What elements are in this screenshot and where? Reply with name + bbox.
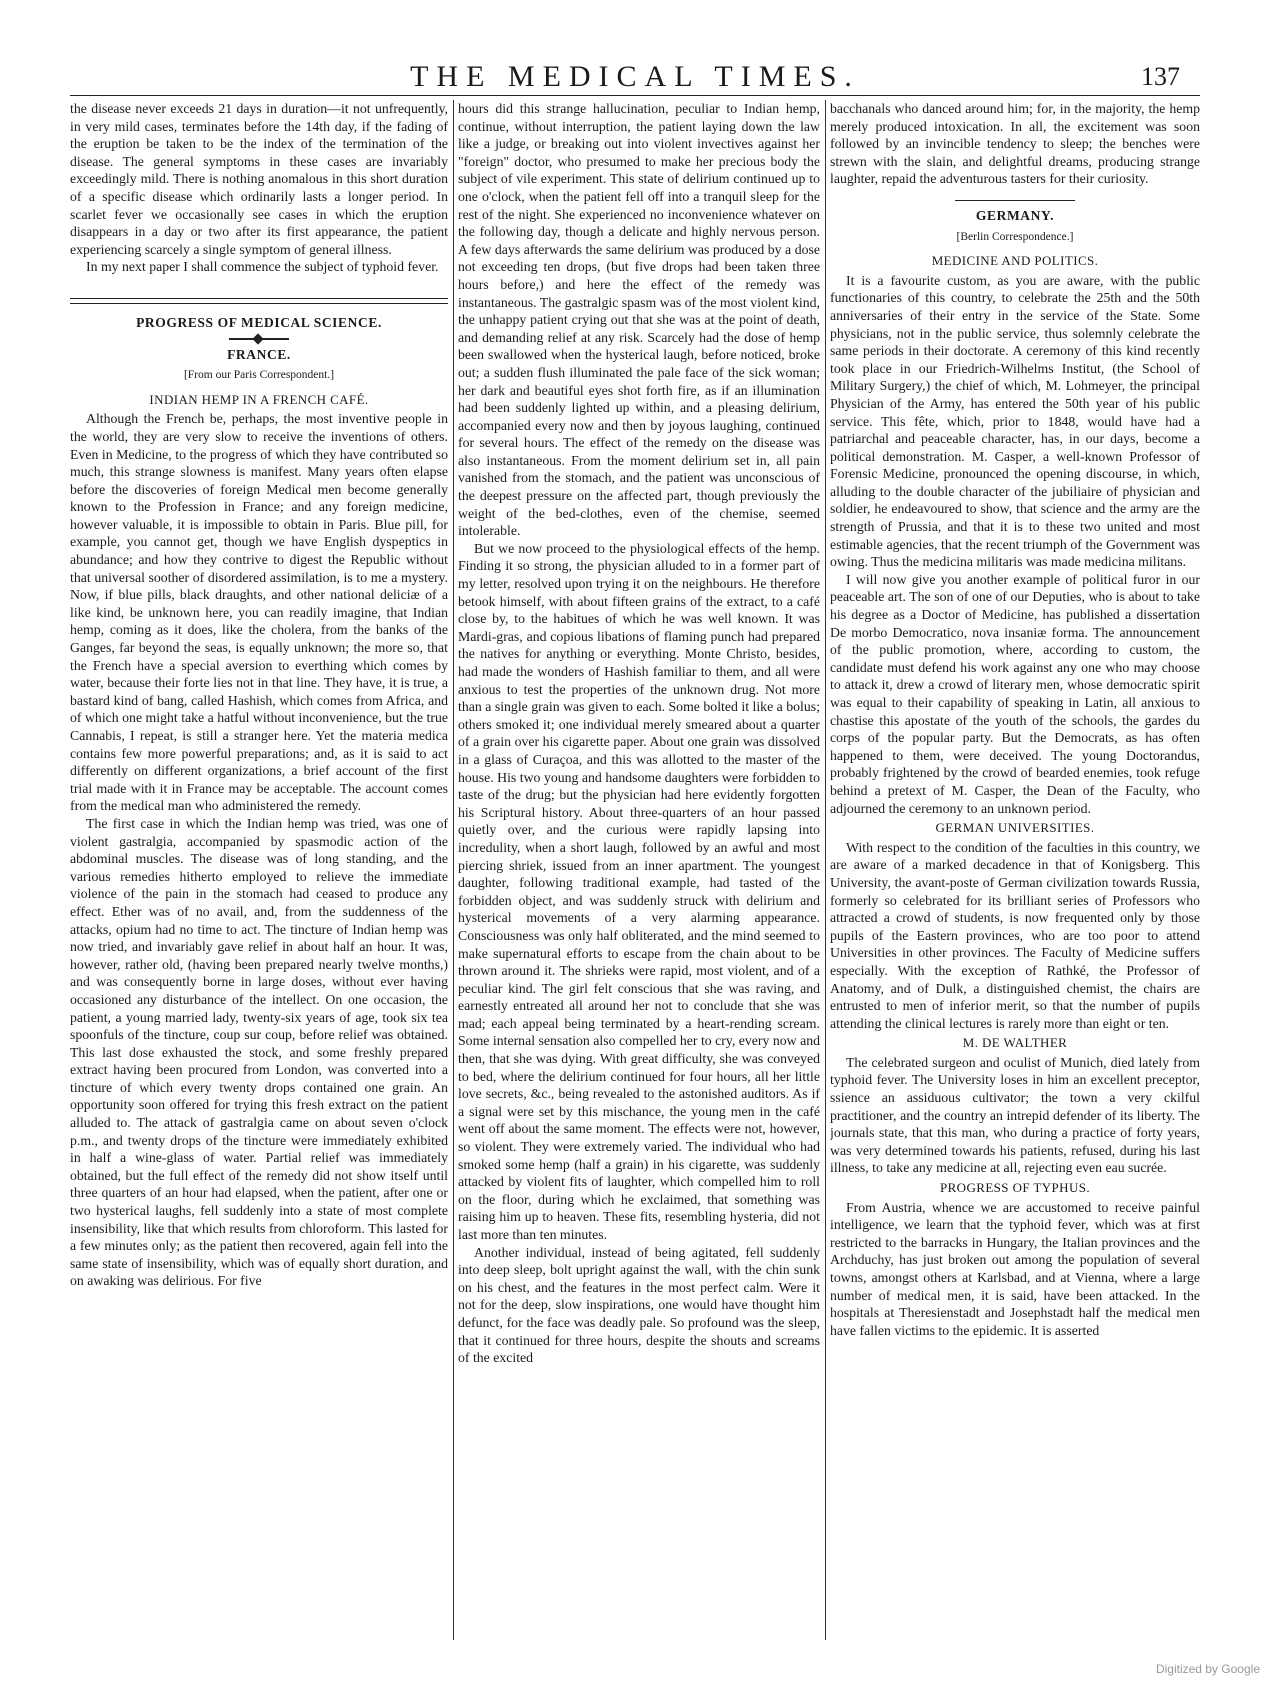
column-divider — [825, 100, 826, 1640]
correspondent-line: [Berlin Correspondence.] — [956, 230, 1074, 243]
digitization-credit: Digitized by Google — [1155, 1662, 1260, 1676]
column-3 — [830, 100, 1200, 1640]
paragraph: From Austria, whence we are accustomed to receive painful intelligence, we learn that the typhoid fever, which was at first restricted to the barracks in Hungary, the Italian provinces and the Archduchy, has just broken out among the population of several towns, amongst others at Karlsbad, and at Vienna, where a large number of medical men, it is said, have been attacked. In the hospitals at Theresienstadt and Josephstadt half the medical men have fallen victims to the epidemic. It is asserted — [830, 1199, 1200, 1338]
section-divider — [955, 200, 1075, 201]
column-1 — [70, 100, 448, 1640]
paragraph: bacchanals who danced around him; for, in the majority, the hemp merely produced intoxication. In all, the excitement was soon followed by an invincible tendency to sleep; the benches were strewn with the slain, and delightful dreams, producing strange laughter, repaid the adventurous tasters for their curiosity. — [830, 101, 1200, 187]
header-rule — [70, 95, 1200, 96]
article-title: GERMAN UNIVERSITIES. — [935, 820, 1095, 836]
article-title: MEDICINE AND POLITICS. — [931, 253, 1099, 269]
paragraph: The celebrated surgeon and oculist of Munich, died lately from typhoid fever. The University loses in him an excellent preceptor, ssience an assiduous cultivator; the town a very ckilful practitioner, and the country an intrepid defender of its liberty. The journals state, that this man, who during a practice of forty years, was very determined towards his patients, refused, during his last illness, to take any medicine at all, rejecting even eau sucrée. — [830, 1054, 1200, 1176]
column-2 — [458, 100, 820, 1640]
ornament-rule — [229, 338, 289, 340]
correspondent-line: [From our Paris Correspondent.] — [183, 369, 335, 382]
article-title: M. DE WALTHER — [962, 1035, 1068, 1051]
paragraph: Another individual, instead of being agitated, fell suddenly into deep sleep, bolt upright against the wall, with the chin sunk on his chest, and the features in the most perfect calm. Were it not for the deep, slow inspirations, one would have thought him defunct, for the face was deadly pale. So profound was the sleep, that it continued for three hours, despite the shouts and screams of the excited — [458, 1244, 820, 1366]
paragraph: It is a favourite custom, as you are aware, with the public functionaries of this country, to celebrate the 25th and the 50th anniversaries of their entry in the service of the State. Some physicians, not in the public service, thus solemnly celebrate the same periods in their doctorate. A ceremony of this kind recently took place in our Friedrich-Wilhelms Institut, (the School of Military Surgery,) the chief of which, M. Lohmeyer, the principal Physician of the Army, has entered the 50th year of his public service. This fête, which, prior to 1848, would have had a patriarchal and peaceable character, has, in our days, become a political demonstration. M. Casper, a well-known Professor of Forensic Medicine, pronounced the opening discourse, in which, alluding to the double character of the jubiliaire of physician and soldier, he endeavoured to show, that science and the army are the strength of Prussia, and that it is to these two united and most estimable agencies, that the recent triumph of the Government was owing. Thus the medicina militaris was made medicina militans. — [830, 272, 1200, 570]
paragraph: hours did this strange hallucination, peculiar to Indian hemp, continue, without interruption, the patient laying down the law like a judge, or breaking out into violent invectives against her "foreign" doctor, who presumed to make her precious body the subject of vile experiment. This state of delirium continued up to one o'clock, when the patient fell off into a tranquil sleep for the rest of the night. She experienced no inconvenience whatever on the following day, though a delicate and highly nervous person. A few days afterwards the same delirium was produced by a dose not exceeding ten drops, (but five drops had been taken three hours before,) and here the effect of the remedy was instantaneous. The gastralgic spasm was of the most violent kind, the unhappy patient crying out that she was at the point of death, and demanding relief at any risk. Scarcely had the dose of hemp been swallowed when the hysterical laugh, before noticed, broke out; a sudden flush illuminated the pale face of the sick woman; her dark and beautiful eyes shot forth fire, as if an illumination had been suddenly lighted up within, and a pleasing delirium, accompanied every now and then by joyous laughing, continued for several hours. The effect of the remedy on the disease was also instantaneous. From the moment delirium set in, all pain vanished from the stomach, and the patient was unconscious of the deepest pressure on the affected part, though previously the weight of the bed-clothes, even of the chemise, seemed intolerable. — [458, 101, 820, 539]
country-heading: GERMANY. — [975, 207, 1055, 223]
paragraph: I will now give you another example of political furor in our peaceable art. The son of one of our Deputies, who is about to take his degree as a Doctor of Medicine, has published a dissertation De morbo Democratico, nova insaniæ forma. The announcement of the public promotion, where, according to custom, the candidate must defend his work against any one who may choose to attack it, drew a crowd of literary men, whose democratic spirit was equal to their capability of speaking in Latin, all anxious to chastise this apostate of the youth of the schools, the gardes du corps of the popular party. But the Democrats, as has often happened to them, were deceived. The young Doctorandus, probably frightened by the crowd of bearded enemies, took refuge behind a pretext of M. Casper, the Dean of the Faculty, who adjourned the ceremony to an unknown period. — [830, 571, 1200, 816]
paragraph: Although the French be, perhaps, the most inventive people in the world, they are very slow to receive the inventions of others. Even in Medicine, to the progress of which they have contributed so much, this strange slowness is manifest. Many years often elapse before the discoveries of foreign Medical men become generally known to the Profession in France; and any foreign medicine, however valuable, it is impossible to obtain in Paris. Blue pill, for example, you cannot get, though we have English dyspeptics in abundance; and how they contrive to digest the Republic without that universal soother of disordered assimilation, is to me a mystery. Now, if blue pills, black draughts, and other national deliciæ of a like kind, be unknown here, you can readily imagine, that Indian hemp, coming as it does, like the cholera, from the banks of the Ganges, far beyond the seas, is equally unknown; the more so, that the French have a special aversion to everthing which comes by water, because their forte lies not in that line. They have, it is true, a bastard kind of bang, called Hashish, which comes from Africa, and of which one might take a hatful without inconvenience, but the true Cannabis, I repeat, is still a stranger here. Yet the materia medica contains few more powerful preparations; and, as it is said to act differently on different organizations, a brief account of the first trial made with it in France may be acceptable. The account comes from the medical man who administered the remedy. — [70, 411, 448, 814]
column-divider — [453, 100, 454, 1640]
paragraph: The first case in which the Indian hemp was tried, was one of violent gastralgia, accompanied by spasmodic action of the abdominal muscles. The disease was of long standing, and the various remedies hitherto employed to relieve the immediate violence of the pain in the stomach had ceased to produce any effect. Ether was of no avail, and, from the suddenness of the attacks, opium had no time to act. The tincture of Indian hemp was now tried, and invariably gave relief in about half an hour. It was, however, rather old, (having been prepared nearly twelve months,) and was consequently borne in large doses, without ever having occasioned any disturbance of the intellect. On one occasion, the patient, a young married lady, twenty-six years of age, took six tea spoonfuls of the tincture, coup sur coup, before relief was obtained. This last dose exhausted the stock, and some freshly prepared extract having been procured from London, was converted into a tincture of which every twenty drops contained one grain. An opportunity soon offered for trying this fresh extract on the patient alluded to. The attack of gastralgia came on about seven o'clock p.m., and twenty drops of the tincture were immediately exhibited in half a wine-glass of water. Partial relief was immediately obtained, but the full effect of the remedy did not show itself until three quarters of an hour had elapsed, when the patient, after one or two hysterical laughs, fell suddenly into a state of most complete insensibility, like that which results from chloroform. This lasted for a few minutes only; as the patient then recovered, again fell into the same state of insensibility, which was of equally short duration, and on awaking was delirious. For five — [70, 815, 448, 1289]
page-header — [70, 60, 1200, 100]
article-title: INDIAN HEMP IN A FRENCH CAFÉ. — [149, 391, 369, 407]
country-heading: FRANCE. — [227, 346, 291, 362]
paragraph: With respect to the condition of the faculties in this country, we are aware of a marked decadence in that of Konigsberg. This University, the avant-poste of German civilization towards Russia, formerly so celebrated for its brilliant series of Professors who attracted a crowd of students, is now frequented only by those pupils of the Eastern provinces, who are too poor to attend Universities in other provinces. The Faculty of Medicine suffers especially. With the exception of Rathké, the Professor of Anatomy, and of Dulk, a distinguished chemist, the chairs are entrusted to men of inferior merit, so that the number of pupils attending the clinical lectures is rarely more than eight or ten. — [830, 839, 1200, 1031]
paragraph: In my next paper I shall commence the subject of typhoid fever. — [86, 259, 439, 275]
paragraph: But we now proceed to the physiological effects of the hemp. Finding it so strong, the physician alluded to in a former part of my letter, resolved upon trying it on the neighbours. He therefore betook himself, with about fifteen grains of the extract, to a café close by, to the habitues of which he was well known. It was Mardi-gras, and copious libations of flaming punch had prepared the natives for anything or everything. Monte Christo, besides, had made the wonders of Hashish familiar to them, and all were anxious to test the properties of the unknown drug. Not more than a single grain was given to each. Some bolted it like a bolus; others smoked it; one individual merely smeared about a quarter of a grain over his cigarette paper. About one grain was dissolved in a glass of Curaçoa, and this was allotted to the master of the house. His two young and handsome daughters were forbidden to taste of the drug; but the physician had here evidently forgotten his Scriptural history. About three-quarters of an hour passed quietly over, and the curious were rapidly lapsing into incredulity, when a short laugh, followed by an awful and most piercing shriek, issued from an inner apartment. The youngest daughter, following traditional example, had tasted of the forbidden object, and was suddenly struck with delirium and hysterical movements of a very alarming appearance. Consciousness was only half obliterated, and the mind seemed to make supernatural efforts to escape from the chain about to be thrown around it. The shrieks were rapid, most violent, and of a peculiar kind. The girl felt conscious that she was raving, and earnestly entreated all around her not to conclude that she was mad; each appeal being terminated by a heart-rending scream. Some internal sensation also compelled her to cry, every now and then, that she was dying. With great difficulty, she was conveyed to bed, where the delirium continued for four hours, all her little love secrets, &c., being revealed to the astonished auditors. As if a signal were set by this mischance, the young men in the café went off about the same moment. The effects were not, however, so violent. They were extremely varied. The individual who had smoked some hemp (half a grain) in his cigarette, was suddenly attacked by violent fits of laughter, which compelled him to roll on the floor, during which he exclaimed, that something was raising him up to heaven. These fits, resembling hysteria, did not last more than ten minutes. — [458, 540, 820, 1242]
paragraph: the disease never exceeds 21 days in duration—it not unfrequently, in very mild cases, terminates before the 14th day, if the fading of the eruption be taken to be the index of the termination of the disease. The general symptoms in these cases are invariably exceedingly mild. There is nothing anomalous in this short duration of a specific disease which ordinarily lasts a longer period. In scarlet fever we occasionally see cases in which the eruption disappears in a day or two after its first appearance, the patient experiencing scarcely a single symptom of general illness. — [70, 101, 448, 257]
newspaper-title: THE MEDICAL TIMES. — [410, 60, 860, 93]
section-divider — [70, 298, 448, 304]
page-number: 137 — [1141, 62, 1180, 91]
article-title: PROGRESS OF TYPHUS. — [939, 1180, 1091, 1196]
section-heading: PROGRESS OF MEDICAL SCIENCE. — [136, 314, 382, 330]
